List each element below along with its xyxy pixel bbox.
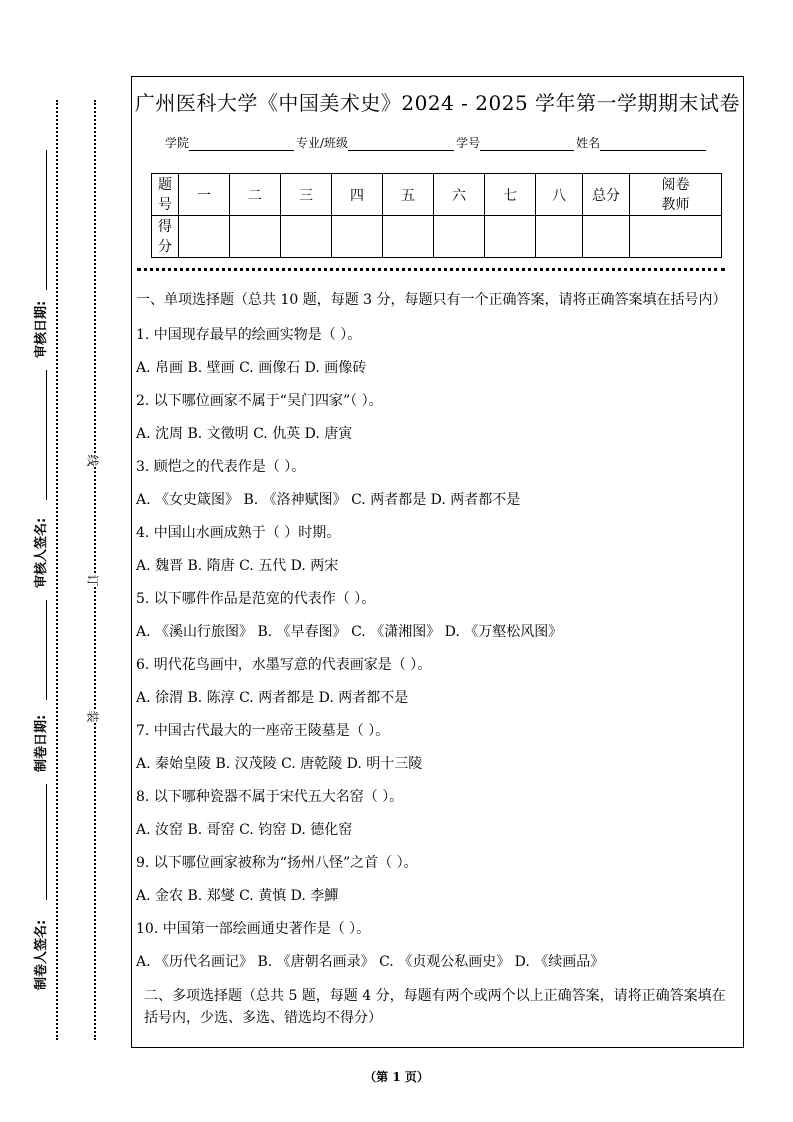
question-stem: 4. 中国山水画成熟于（ ）时期。 — [136, 525, 341, 541]
major-class-label: 专业/班级 — [296, 136, 349, 150]
student-id-field[interactable] — [480, 138, 574, 151]
col-header: 七 — [485, 174, 536, 216]
binding-dotted-line-outer — [56, 100, 58, 1040]
col-header: 四 — [332, 174, 383, 216]
name-field[interactable] — [600, 138, 706, 151]
question-options: A. 《历代名画记》 B. 《唐朝名画录》 C. 《贞观公私画史》 D. 《续画品》 — [136, 954, 605, 970]
total-score-cell[interactable] — [583, 216, 630, 258]
col-header: 三 — [281, 174, 332, 216]
question-options: A. 《女史箴图》 B. 《洛神赋图》 C. 两者都是 D. 两者都不是 — [136, 492, 521, 508]
make-date-blank — [46, 600, 47, 700]
major-class-field[interactable] — [348, 138, 454, 151]
student-info-row — [165, 134, 708, 151]
score-cell[interactable] — [536, 216, 583, 258]
score-cell[interactable] — [179, 216, 230, 258]
question-stem: 5. 以下哪件作品是范宽的代表作（ ）。 — [136, 591, 376, 607]
col-header-grader: 阅卷教师 — [630, 174, 722, 216]
score-table-score-row — [152, 216, 722, 258]
score-table — [151, 173, 722, 258]
exam-title: 广州医科大学《中国美术史》2024 - 2025 学年第一学期期末试卷 — [134, 91, 741, 115]
col-header: 一 — [179, 174, 230, 216]
col-header: 五 — [383, 174, 434, 216]
review-date-label: 审核日期: — [34, 300, 49, 358]
grader-cell[interactable] — [630, 216, 722, 258]
score-cell[interactable] — [332, 216, 383, 258]
seal-char-xian: 线 — [85, 454, 100, 467]
score-label: 得分 — [152, 216, 179, 258]
reviewer-sign-blank — [46, 370, 47, 500]
score-cell[interactable] — [281, 216, 332, 258]
question-stem: 9. 以下哪位画家被称为“扬州八怪”之首（ ）。 — [136, 855, 418, 871]
col-header: 二 — [230, 174, 281, 216]
question-options: A. 金农 B. 郑燮 C. 黄慎 D. 李鱓 — [136, 888, 339, 904]
question-stem: 8. 以下哪种瓷器不属于宋代五大名窑（ ）。 — [136, 789, 404, 805]
question-options: A. 魏晋 B. 隋唐 C. 五代 D. 两宋 — [136, 558, 339, 574]
question-stem: 3. 顾恺之的代表作是（ ）。 — [136, 459, 306, 475]
question-stem: 10. 中国第一部绘画通史著作是（ ）。 — [136, 921, 371, 937]
college-field[interactable] — [189, 138, 294, 151]
review-date-blank — [46, 150, 47, 290]
question-number-label: 题号 — [152, 174, 179, 216]
question-content — [136, 283, 739, 1029]
question-stem: 1. 中国现存最早的绘画实物是（ ）。 — [136, 327, 362, 343]
question-options: A. 帛画 B. 壁画 C. 画像石 D. 画像砖 — [136, 360, 367, 376]
question-stem: 2. 以下哪位画家不属于“吴门四家”（ ）。 — [136, 393, 383, 409]
question-list — [136, 319, 739, 979]
student-id-label: 学号 — [456, 136, 481, 150]
seal-char-zhuang: 装 — [85, 710, 100, 723]
question-options: A. 沈周 B. 文徵明 C. 仇英 D. 唐寅 — [136, 426, 353, 442]
score-cell[interactable] — [485, 216, 536, 258]
name-label: 姓名 — [576, 136, 601, 150]
col-header: 六 — [434, 174, 485, 216]
exam-frame — [131, 76, 744, 1048]
col-header: 八 — [536, 174, 583, 216]
section-divider — [137, 268, 725, 271]
make-date-label: 制卷日期: — [34, 714, 49, 772]
question-stem: 6. 明代花鸟画中，水墨写意的代表画家是（ ）。 — [136, 657, 432, 673]
maker-sign-blank — [46, 784, 47, 900]
score-cell[interactable] — [383, 216, 434, 258]
question-options: A. 《溪山行旅图》 B. 《早春图》 C. 《潇湘图》 D. 《万壑松风图》 — [136, 624, 563, 640]
question-options: A. 汝窑 B. 哥窑 C. 钧窑 D. 德化窑 — [136, 822, 353, 838]
question-options: A. 秦始皇陵 B. 汉茂陵 C. 唐乾陵 D. 明十三陵 — [136, 756, 423, 772]
binding-dotted-line-inner — [94, 100, 96, 1040]
section2-heading: 二、多项选择题（总共 5 题，每题 4 分，每题有两个或两个以上正确答案，请将正确答案填在括号内，少选、多选、错选均不得分） — [144, 988, 726, 1026]
section1-heading: 一、单项选择题（总共 10 题，每题 3 分，每题只有一个正确答案，请将正确答案填在括号内） — [136, 292, 727, 308]
maker-sign-label: 制卷人签名: — [34, 919, 49, 990]
score-table-header-row — [152, 174, 722, 216]
question-stem: 7. 中国古代最大的一座帝王陵墓是（ ）。 — [136, 723, 390, 739]
college-label: 学院 — [165, 136, 190, 150]
col-header-total: 总分 — [583, 174, 630, 216]
score-cell[interactable] — [434, 216, 485, 258]
reviewer-sign-label: 审核人签名: — [34, 517, 49, 588]
page-number: （第 1 页） — [364, 1070, 429, 1084]
seal-char-ding: 订 — [85, 574, 100, 587]
question-options: A. 徐渭 B. 陈淳 C. 两者都是 D. 两者都不是 — [136, 690, 409, 706]
score-cell[interactable] — [230, 216, 281, 258]
